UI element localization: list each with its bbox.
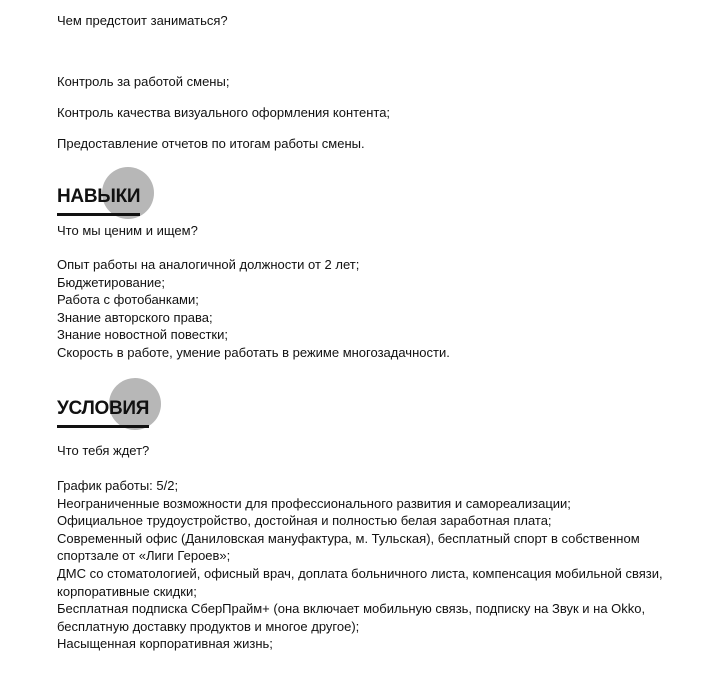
condition-item: Насыщенная корпоративная жизнь;: [57, 636, 273, 652]
condition-item: Неограниченные возможности для профессионального развития и самореализации;: [57, 495, 571, 511]
skill-item: Скорость в работе, умение работать в режиме многозадачности.: [57, 344, 450, 360]
conditions-title: УСЛОВИЯ: [57, 398, 149, 428]
conditions-subtitle: [57, 442, 149, 460]
skills-title: НАВЫКИ: [57, 186, 140, 216]
skills-list: [57, 256, 687, 362]
duties-list: [57, 73, 390, 166]
skill-item: Бюджетирование;: [57, 274, 166, 290]
condition-item: Бесплатная подписка СберПрайм+ (она включает мобильную связь, подписку на Звук и на Okko, бесплатную доставку продуктов и многое другое);: [57, 601, 646, 634]
skills-heading: [57, 186, 140, 226]
duty-item: Контроль за работой смены;: [57, 74, 230, 89]
intro-question: [57, 12, 228, 30]
condition-item: График работы: 5/2;: [57, 478, 179, 493]
conditions-heading: [57, 398, 149, 438]
conditions-subtitle-text: Что тебя ждет?: [57, 443, 150, 458]
skill-item: Знание авторского права;: [57, 309, 213, 325]
duty-item: Предоставление отчетов по итогам работы смены.: [57, 136, 365, 152]
intro-question-text: Чем предстоит заниматься?: [57, 13, 228, 28]
duty-item: Контроль качества визуального оформления контента;: [57, 105, 391, 121]
skill-item: Знание новостной повестки;: [57, 327, 228, 343]
condition-item: Современный офис (Даниловская мануфактура, м. Тульская), бесплатный спорт в собственном спортзале от «Лиги Героев»;: [57, 530, 640, 564]
skills-subtitle: [57, 222, 198, 240]
skill-item: Опыт работы на аналогичной должности от 2 лет;: [57, 257, 360, 272]
skill-item: Работа с фотобанками;: [57, 292, 199, 308]
condition-item: ДМС со стоматологией, офисный врач, доплата больничного листа, компенсация мобильной связи, корпоративные скидки;: [57, 565, 663, 599]
conditions-list: [57, 477, 687, 653]
condition-item: Официальное трудоустройство, достойная и полностью белая заработная плата;: [57, 513, 552, 529]
skills-subtitle-text: Что мы ценим и ищем?: [57, 223, 198, 238]
